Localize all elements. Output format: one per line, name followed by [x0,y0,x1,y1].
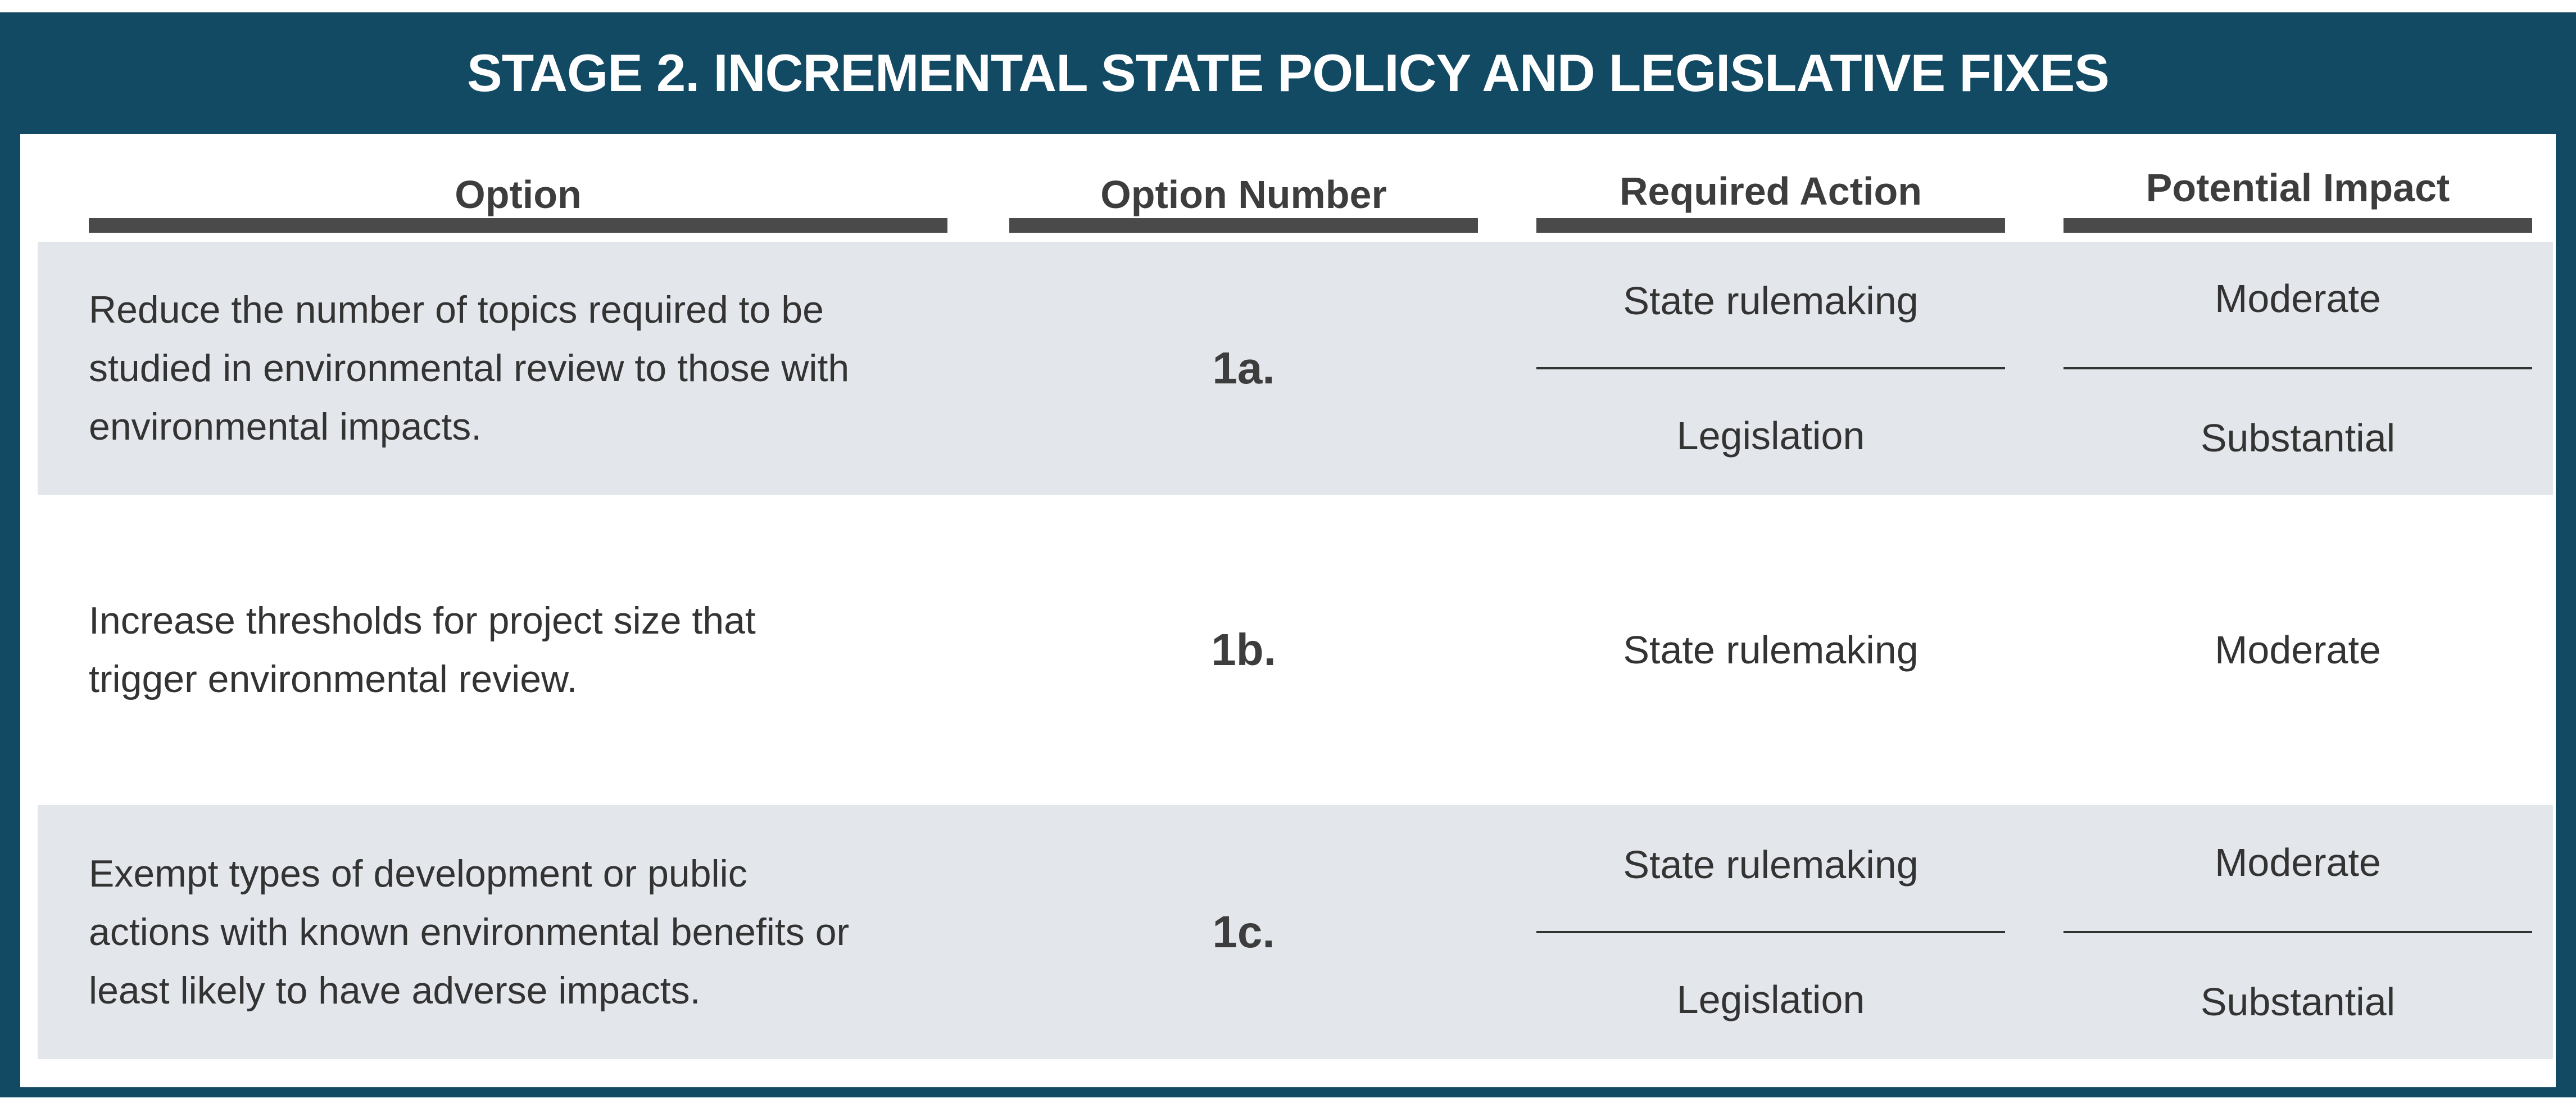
option-cell [89,495,949,805]
option-line: Reduce the number of topics required to be [89,288,824,331]
potential-impact-cell [2063,242,2532,495]
header-option-label: Option [455,173,582,216]
header-required-action [1536,134,2005,241]
option-line: trigger environmental review. [89,658,578,700]
header-potential-impact-rule [2063,218,2532,233]
potential-impact: Moderate [2215,628,2381,672]
cell-divider [2063,367,2532,369]
option-line: actions with known environmental benefits or [89,911,850,953]
option-number: 1c. [1212,907,1275,957]
potential-impact: Substantial [2200,980,2396,1024]
table-row [38,242,2553,495]
header-option-number-rule [1009,218,1478,233]
option-text [89,281,860,456]
option-line: environmental impacts. [89,405,482,448]
required-action-cell [1536,805,2005,1059]
potential-impact: Moderate [2215,277,2381,320]
option-text [89,844,860,1020]
option-line: studied in environmental review to those with [89,347,850,390]
cell-divider [2063,931,2532,933]
cell-divider [1536,367,2005,369]
header-required-action-label: Required Action [1620,169,1922,213]
option-line: Exempt types of development or public [89,852,747,895]
cell-divider [1536,931,2005,933]
option-cell [89,805,949,1059]
header-option-number [1009,134,1478,241]
header-required-action-rule [1536,218,2005,233]
header-option [89,134,947,241]
option-number: 1b. [1211,625,1276,675]
header-potential-impact [2063,134,2532,241]
table-frame [0,12,2576,1097]
required-action: Legislation [1676,414,1865,458]
table-title: STAGE 2. INCREMENTAL STATE POLICY AND LEGISLATIVE FIXES [467,43,2109,102]
table-row [38,495,2553,805]
header-potential-impact-label: Potential Impact [2146,166,2450,210]
table-row [38,805,2553,1059]
required-action: State rulemaking [1623,628,1919,672]
option-number: 1a. [1212,343,1275,393]
title-bar [10,12,2566,134]
header-option-rule [89,218,947,233]
required-action-cell [1536,242,2005,495]
table-panel [20,134,2556,1087]
potential-impact: Substantial [2200,416,2396,460]
header-option-number-label: Option Number [1100,173,1387,216]
required-action: State rulemaking [1623,843,1919,887]
potential-impact: Moderate [2215,840,2381,884]
option-line: least likely to have adverse impacts. [89,969,701,1012]
option-cell [89,242,949,495]
required-action: State rulemaking [1623,279,1919,323]
option-line: Increase thresholds for project size that [89,599,756,642]
required-action: Legislation [1676,978,1865,1021]
option-text [89,591,767,708]
potential-impact-cell [2063,805,2532,1059]
